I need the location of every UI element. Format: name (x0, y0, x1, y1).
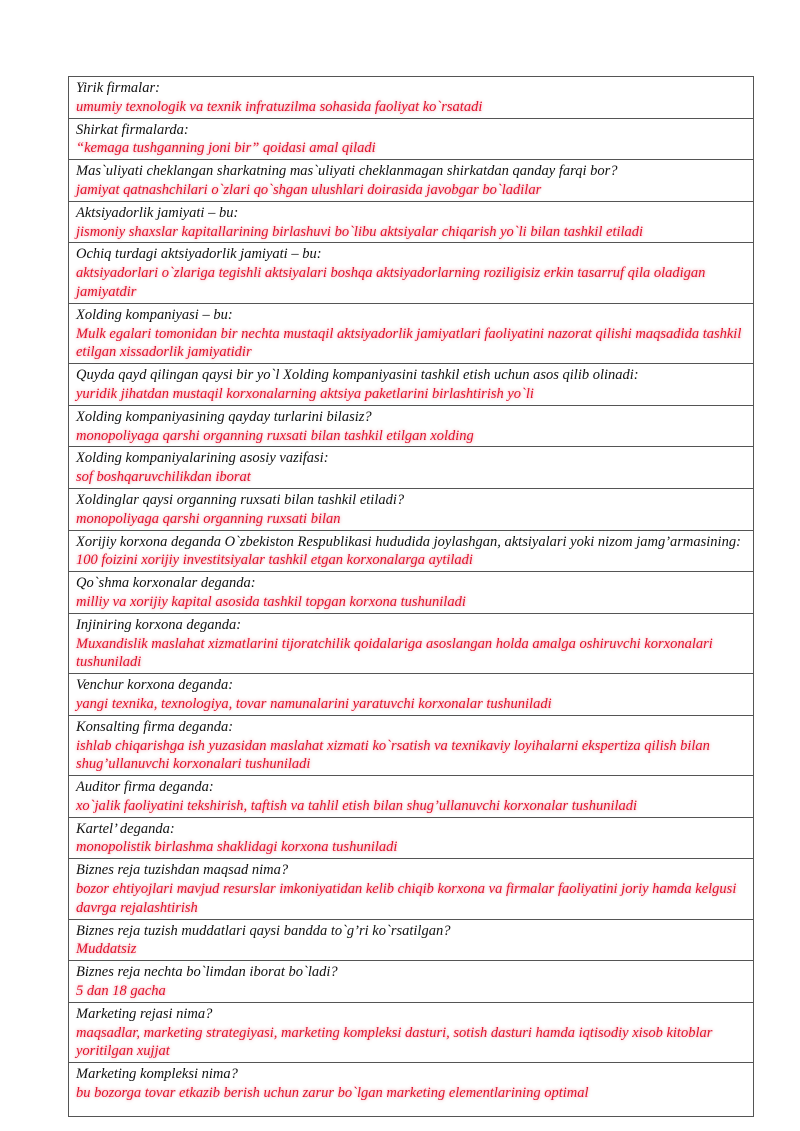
qa-row (69, 817, 754, 859)
question-text: Xoldinglar qaysi organning ruxsati bilan tashkil etiladi? (76, 491, 405, 508)
qa-row (69, 674, 754, 716)
question-text: Aktsiyadorlik jamiyati – bu: (76, 204, 239, 221)
qa-table-body (69, 77, 754, 1117)
question-text: Kartel’ deganda: (76, 820, 175, 837)
qa-cell (69, 405, 754, 447)
answer-text: jamiyat qatnashchilari o`zlari qo`shgan ulushlari doirasida javobgar bo`ladilar (76, 181, 542, 198)
qa-cell (69, 859, 754, 919)
question-text: Auditor firma deganda: (76, 779, 214, 796)
qa-cell (69, 961, 754, 1003)
question-text: Marketing kompleksi nima? (76, 1066, 238, 1083)
qa-row (69, 859, 754, 919)
qa-row (69, 303, 754, 363)
qa-row (69, 488, 754, 530)
qa-row (69, 77, 754, 119)
answer-text: bu bozorga tovar etkazib berish uchun zarur bo`lgan marketing elementlarining optimal (76, 1085, 589, 1102)
qa-cell (69, 364, 754, 406)
qa-table (68, 76, 754, 1117)
qa-cell (69, 77, 754, 119)
qa-row (69, 572, 754, 614)
qa-row (69, 364, 754, 406)
qa-cell (69, 919, 754, 961)
qa-cell (69, 201, 754, 243)
qa-cell (69, 488, 754, 530)
question-text: Xolding kompaniyasi – bu: (76, 306, 233, 323)
answer-text: jismoniy shaxslar kapitallarining birlashuvi bo`libu aktsiyalar chiqarish yo`li bilan tashkil etiladi (76, 223, 644, 240)
qa-cell (69, 613, 754, 673)
answer-text: “kemaga tushganning joni bir” qoidasi amal qiladi (76, 140, 376, 157)
qa-cell (69, 715, 754, 775)
qa-cell (69, 776, 754, 818)
qa-row (69, 160, 754, 202)
question-text: Biznes reja tuzishdan maqsad nima? (76, 862, 289, 879)
qa-cell (69, 530, 754, 572)
qa-row (69, 776, 754, 818)
question-text: Quyda qayd qilingan qaysi bir yo`l Xolding kompaniyasini tashkil etish uchun asos qilib olinadi: (76, 367, 639, 384)
qa-row (69, 530, 754, 572)
answer-text: monopolistik birlashma shaklidagi korxona tushuniladi (76, 839, 398, 856)
answer-text: monopoliyaga qarshi organning ruxsati bilan tashkil etilgan xolding (76, 427, 474, 444)
qa-cell (69, 118, 754, 160)
qa-row (69, 447, 754, 489)
qa-cell (69, 447, 754, 489)
question-text: Venchur korxona deganda: (76, 677, 234, 694)
answer-text: 100 foizini xorijiy investitsiyalar tashkil etgan korxonalarga aytiladi (76, 552, 473, 569)
answer-text: yangi texnika, texnologiya, tovar namunalarini yaratuvchi korxonalar tushuniladi (76, 695, 552, 712)
qa-cell (69, 674, 754, 716)
answer-text: Muddatsiz (76, 941, 137, 958)
qa-row (69, 613, 754, 673)
qa-cell (69, 160, 754, 202)
qa-row (69, 1002, 754, 1062)
question-text: Biznes reja tuzish muddatlari qaysi bandda to`g’ri ko`rsatilgan? (76, 922, 451, 939)
question-text: Yirik firmalar: (76, 80, 160, 96)
question-text: Marketing rejasi nima? (76, 1005, 213, 1022)
answer-text: ishlab chiqarishga ish yuzasidan maslahat xizmati ko`rsatish va texnikaviy loyihalarni ekspertiza qilish bilan shug’ullanuvchi korxonalari tushuniladi (76, 737, 710, 773)
answer-text: Mulk egalari tomonidan bir nechta mustaqil aktsiyadorlik jamiyatlari faoliyatini nazorat qilishi maqsadida tashkil etilgan xissadorlik jamiyatidir (76, 325, 742, 361)
question-text: Xorijiy korxona deganda O`zbekiston Respublikasi hududida joylashgan, aktsiyalari yoki nizom jamg’armasining: (76, 533, 741, 550)
question-text: Xolding kompaniyasining qayday turlarini bilasiz? (76, 408, 372, 425)
answer-text: yuridik jihatdan mustaqil korxonalarning aktsiya paketlarini birlashtirish yo`li (76, 385, 534, 402)
qa-row (69, 715, 754, 775)
answer-text: bozor ehtiyojlari mavjud resurslar imkoniyatidan kelib chiqib korxona va firmalar faoliyatini joriy hamda kelgusi davrga rejalashtirish (76, 881, 737, 916)
answer-text: monopoliyaga qarshi organning ruxsati bilan (76, 510, 341, 527)
question-text: Mas`uliyati cheklangan sharkatning mas`uliyati cheklanmagan shirkatdan qanday farqi bor? (76, 163, 618, 180)
question-text: Konsalting firma deganda: (76, 718, 234, 735)
document-page (68, 76, 754, 1117)
answer-text: xo`jalik faoliyatini tekshirish, taftish va tahlil etish bilan shug’ullanuvchi korxonalar tushuniladi (76, 797, 638, 814)
answer-text: umumiy texnologik va texnik infratuzilma sohasida faoliyat ko`rsatadi (76, 98, 483, 115)
answer-text: milliy va xorijiy kapital asosida tashkil topgan korxona tushuniladi (76, 593, 466, 610)
question-text: Xolding kompaniyalarining asosiy vazifasi: (76, 450, 329, 467)
qa-row (69, 405, 754, 447)
qa-cell (69, 1063, 754, 1117)
qa-row (69, 243, 754, 303)
answer-text: maqsadlar, marketing strategiyasi, marketing kompleksi dasturi, sotish dasturi hamda iqtisodiy xisob kitoblar yoritilgan xujjat (76, 1024, 713, 1060)
answer-text: 5 dan 18 gacha (76, 983, 166, 1000)
question-text: Injiniring korxona deganda: (76, 616, 242, 633)
qa-cell (69, 243, 754, 303)
qa-row (69, 201, 754, 243)
answer-text: Muxandislik maslahat xizmatlarini tijoratchilik qoidalariga asoslangan holda amalga oshiruvchi korxonalari tushuniladi (76, 635, 713, 671)
qa-cell (69, 1002, 754, 1062)
qa-row (69, 919, 754, 961)
question-text: Qo`shma korxonalar deganda: (76, 575, 256, 592)
answer-text: aktsiyadorlari o`zlariga tegishli aktsiyalari boshqa aktsiyadorlarning roziligisiz erkin tasarruf qila oladigan jamiyatdir (76, 265, 706, 300)
question-text: Ochiq turdagi aktsiyadorlik jamiyati – bu: (76, 246, 322, 263)
qa-cell (69, 572, 754, 614)
question-text: Biznes reja nechta bo`limdan iborat bo`ladi? (76, 964, 338, 981)
qa-cell (69, 303, 754, 363)
qa-row (69, 118, 754, 160)
answer-text: sof boshqaruvchilikdan iborat (76, 469, 251, 486)
qa-row (69, 961, 754, 1003)
question-text: Shirkat firmalarda: (76, 121, 189, 138)
qa-cell (69, 817, 754, 859)
qa-row (69, 1063, 754, 1117)
